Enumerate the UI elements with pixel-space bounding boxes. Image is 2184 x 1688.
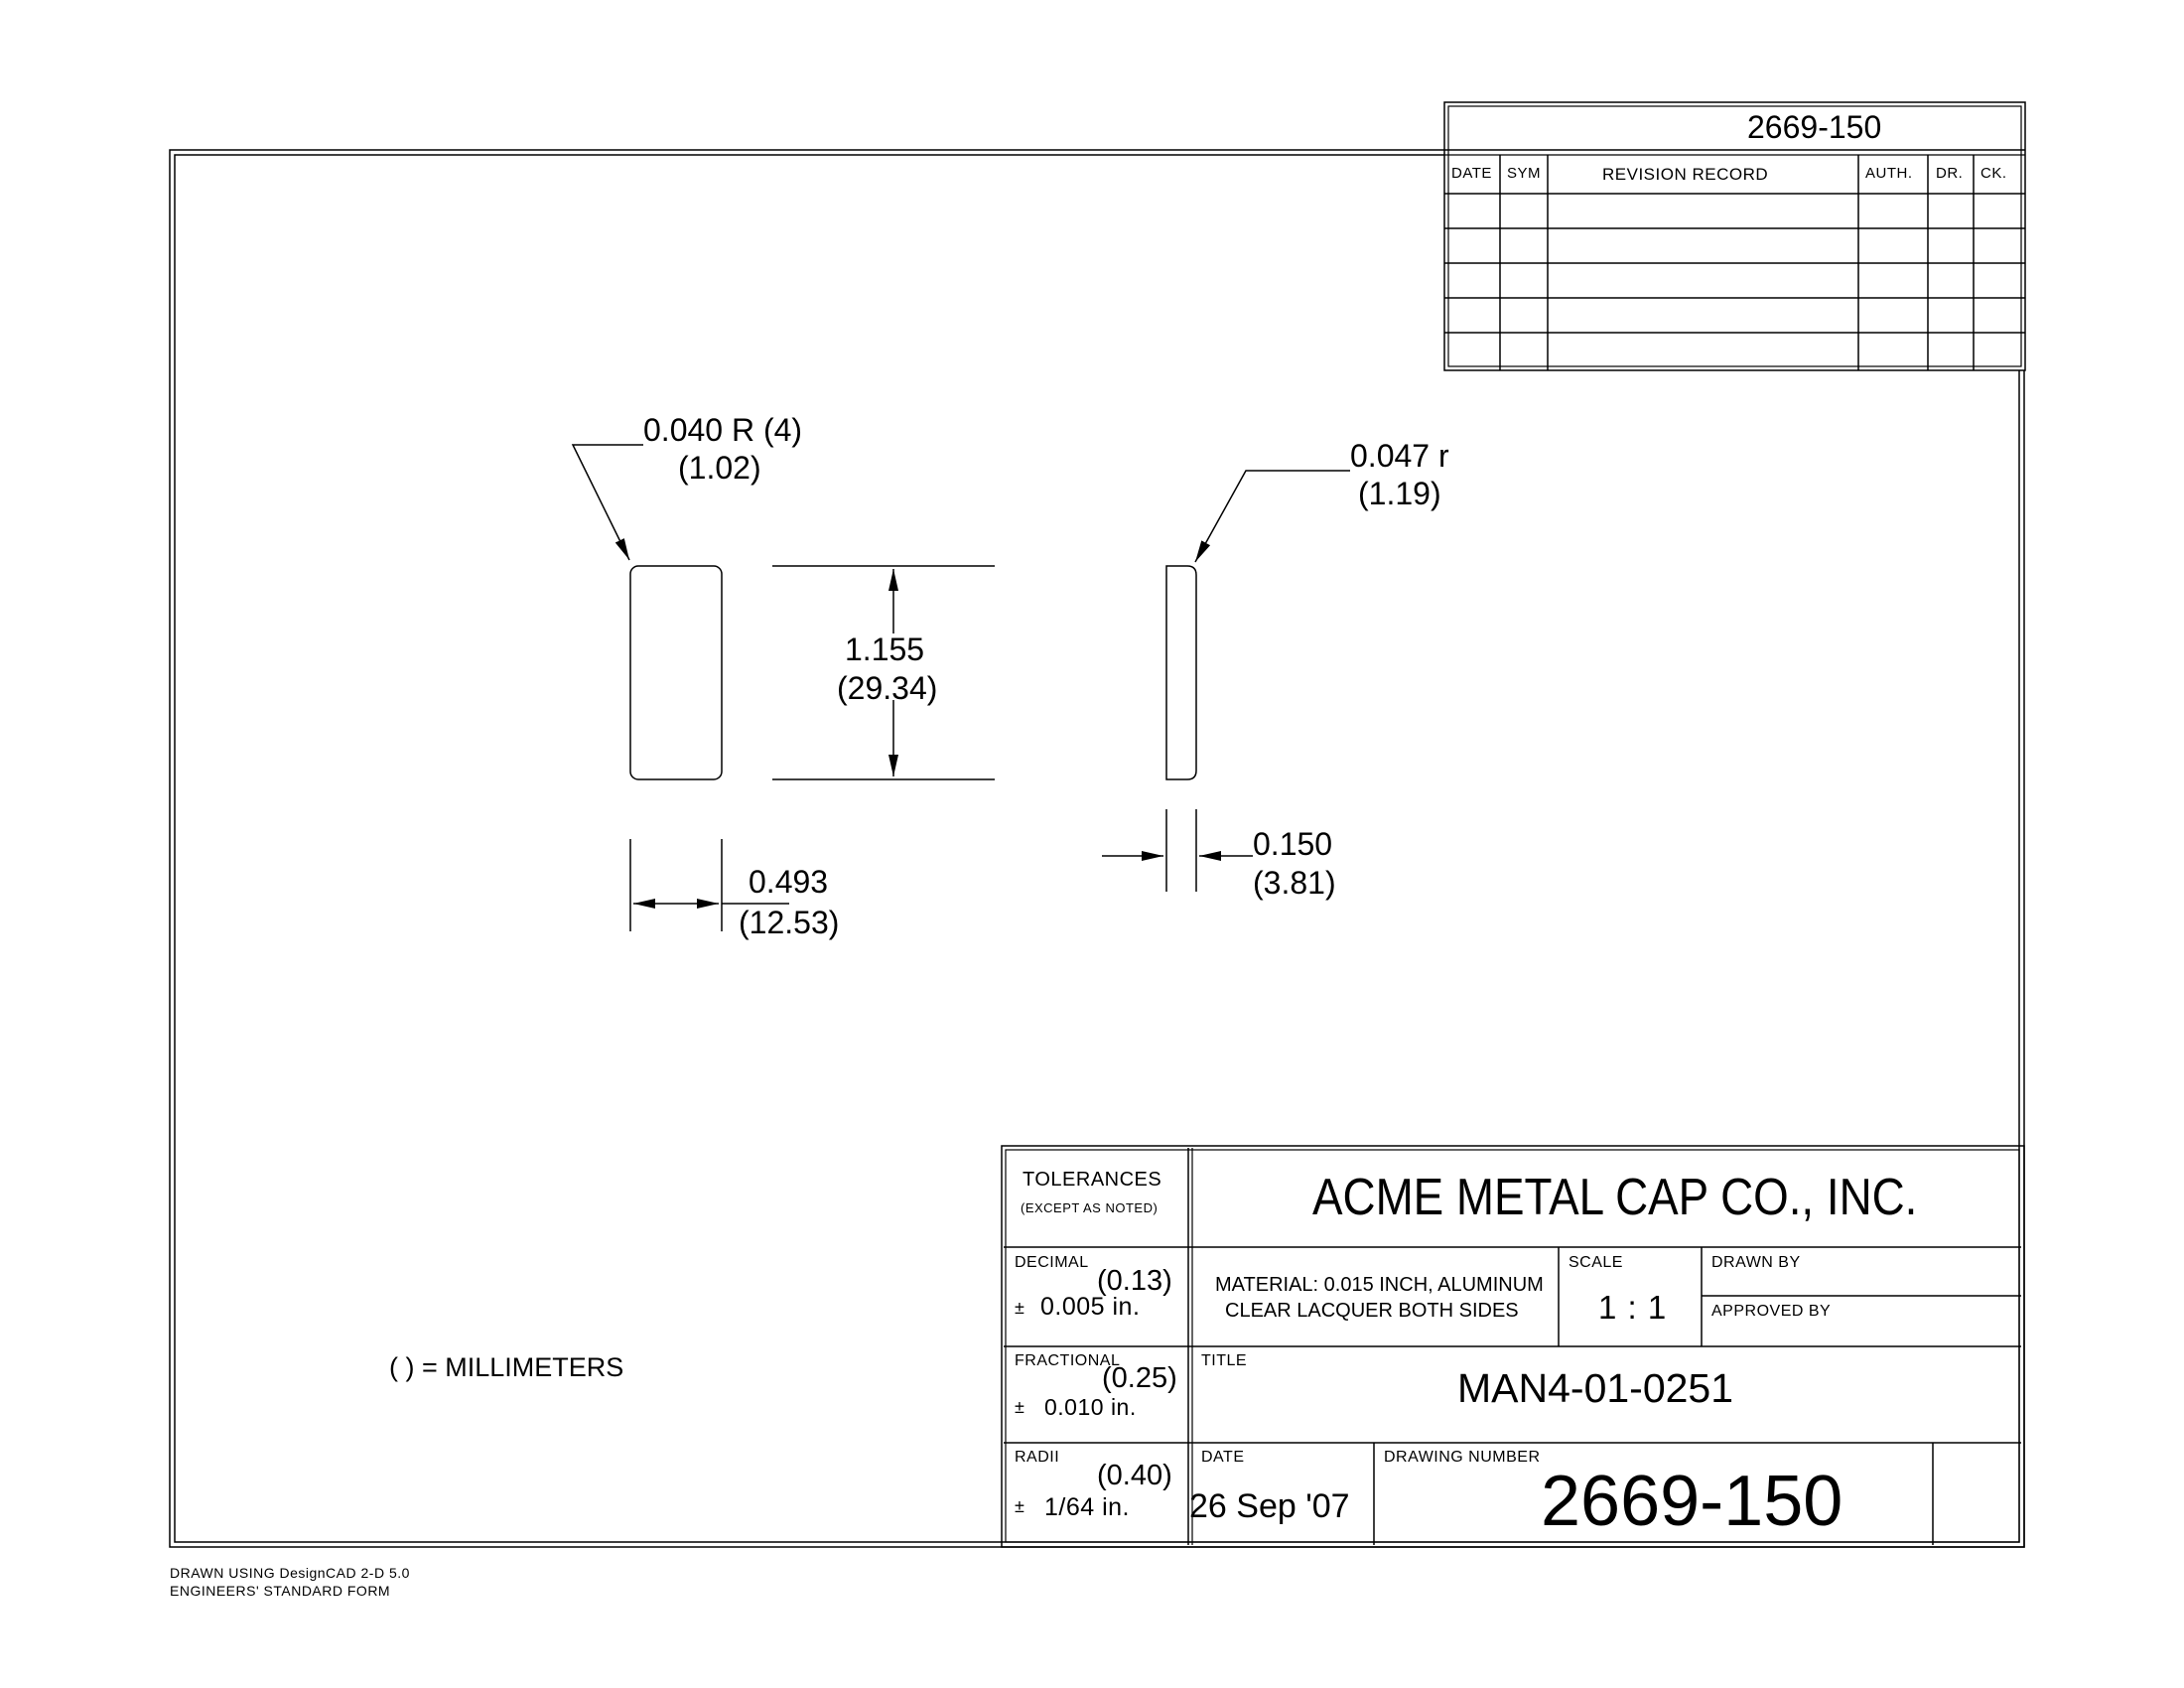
- title-label: TITLE: [1201, 1352, 1248, 1369]
- dim-width-mm: (12.53): [739, 905, 840, 940]
- radii-value: 1/64 in.: [1044, 1493, 1131, 1521]
- dim-width: 0.493: [749, 864, 829, 900]
- units-note: ( ) = MILLIMETERS: [389, 1352, 624, 1382]
- part-front-view: [630, 566, 722, 779]
- drawing-number: 2669-150: [1541, 1462, 1843, 1541]
- revision-block-lines: [1444, 102, 2025, 370]
- date-value: 26 Sep '07: [1189, 1487, 1350, 1525]
- decimal-value: 0.005 in.: [1040, 1293, 1141, 1321]
- rev-header-ck: CK.: [1980, 165, 2007, 182]
- dim-corner-radius-mm: (1.02): [678, 450, 761, 486]
- decimal-plusminus: ±: [1015, 1298, 1024, 1318]
- fractional-value: 0.010 in.: [1044, 1394, 1137, 1420]
- revision-number: 2669-150: [1747, 109, 1882, 145]
- rev-header-sym: SYM: [1507, 165, 1542, 182]
- rev-header-auth: AUTH.: [1865, 165, 1913, 182]
- decimal-mm: (0.13): [1097, 1265, 1172, 1297]
- dim-height: 1.155: [845, 632, 925, 667]
- dim-edge-radius: 0.047 r: [1350, 438, 1449, 474]
- material-line1: MATERIAL: 0.015 INCH, ALUMINUM: [1215, 1274, 1544, 1296]
- dim-thickness-mm: (3.81): [1253, 865, 1336, 901]
- radii-plusminus: ±: [1015, 1496, 1024, 1516]
- dim-corner-radius: 0.040 R (4): [643, 412, 803, 448]
- approved-by-label: APPROVED BY: [1711, 1303, 1832, 1320]
- date-label: DATE: [1201, 1449, 1245, 1466]
- fractional-plusminus: ±: [1015, 1397, 1024, 1417]
- tolerances-sub: (EXCEPT AS NOTED): [1021, 1200, 1159, 1215]
- radii-label: RADII: [1015, 1449, 1060, 1466]
- rev-header-dr: DR.: [1936, 165, 1964, 182]
- part-side-view: [1166, 566, 1196, 779]
- fractional-label: FRACTIONAL: [1015, 1352, 1121, 1369]
- decimal-label: DECIMAL: [1015, 1254, 1089, 1271]
- drawn-by-label: DRAWN BY: [1711, 1254, 1801, 1271]
- scale-label: SCALE: [1569, 1254, 1623, 1271]
- dim-height-mm: (29.34): [837, 670, 938, 706]
- company-name: ACME METAL CAP CO., INC.: [1312, 1169, 1918, 1226]
- material-line2: CLEAR LACQUER BOTH SIDES: [1225, 1300, 1519, 1322]
- leader-edge-radius: [1195, 471, 1350, 562]
- scale-value: 1 : 1: [1598, 1289, 1668, 1326]
- fractional-mm: (0.25): [1102, 1362, 1177, 1394]
- leader-corner-radius: [573, 445, 643, 560]
- radii-mm: (0.40): [1097, 1460, 1172, 1491]
- footer-line2: ENGINEERS' STANDARD FORM: [170, 1583, 391, 1599]
- rev-header-date: DATE: [1451, 165, 1492, 182]
- dim-edge-radius-mm: (1.19): [1358, 476, 1441, 511]
- title-value: MAN4-01-0251: [1457, 1365, 1734, 1411]
- drawing-number-label: DRAWING NUMBER: [1384, 1449, 1541, 1466]
- footer-line1: DRAWN USING DesignCAD 2-D 5.0: [170, 1565, 410, 1581]
- tolerances-label: TOLERANCES: [1023, 1169, 1162, 1191]
- dim-thickness: 0.150: [1253, 826, 1333, 862]
- rev-header-record: REVISION RECORD: [1602, 165, 1769, 184]
